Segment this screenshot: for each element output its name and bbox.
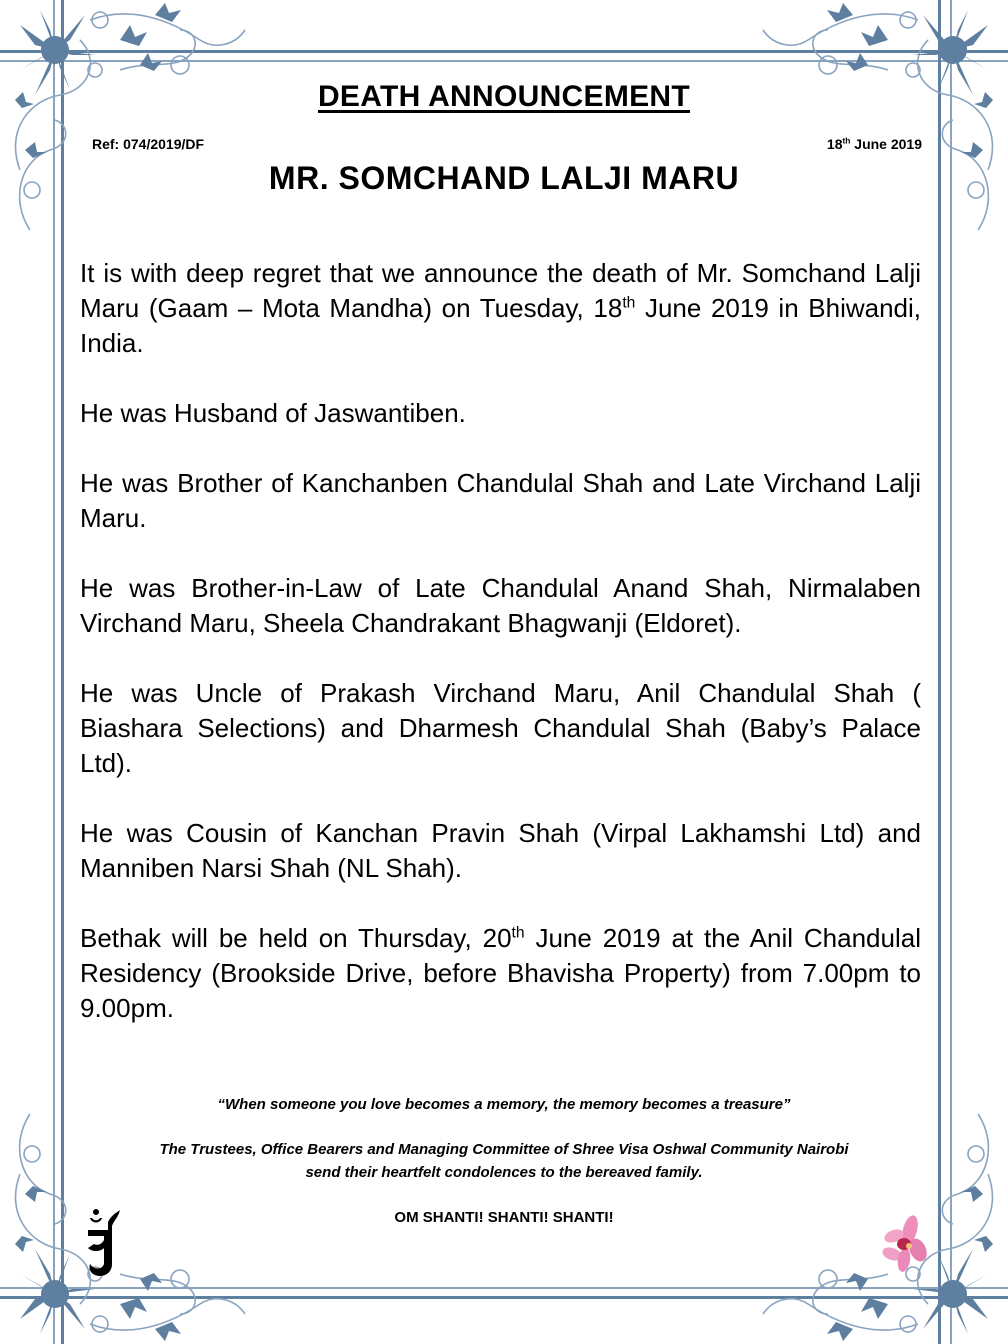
- deceased-name: MR. SOMCHAND LALJI MARU: [268, 160, 740, 196]
- paragraph-text: Bethak will be held on Thursday, 20: [80, 923, 512, 953]
- date-day: 18: [826, 136, 843, 152]
- announcement-body: [80, 256, 921, 1061]
- floral-corner-top-right-icon: [758, 0, 1008, 250]
- paragraph-bethak: [80, 921, 921, 1026]
- jain-om-symbol-icon: [82, 1204, 122, 1278]
- pink-orchid-flower-icon: [878, 1214, 932, 1274]
- paragraph-in-laws: He was Brother-in-Law of Late Chandulal Anand Shah, Nirmalaben Virchand Maru, Sheela Chandrakant Bhagwanji (Eldoret).: [80, 573, 921, 638]
- floral-corner-top-left-icon: [0, 0, 250, 250]
- paragraph-siblings: He was Brother of Kanchanben Chandulal Shah and Late Virchand Lalji Maru.: [80, 468, 921, 533]
- announcement-date: [827, 136, 922, 152]
- paragraph-text: June 2019 in Bhiwandi, India.: [80, 293, 922, 358]
- condolence-line-1: The Trustees, Office Bearers and Managing Committee of Shree Visa Oshwal Community Nairobi: [159, 1141, 849, 1158]
- ordinal-suffix: th: [622, 294, 636, 312]
- condolence-line-2: send their heartfelt condolences to the bereaved family.: [305, 1164, 703, 1181]
- paragraph-cousins: He was Cousin of Kanchan Pravin Shah (Virpal Lakhamshi Ltd) and Manniben Narsi Shah (NL Shah).: [80, 818, 921, 883]
- paragraph-nephews: He was Uncle of Prakash Virchand Maru, Anil Chandulal Shah ( Biashara Selections) and Dharmesh Chandulal Shah (Baby’s Palace Ltd).: [80, 678, 921, 778]
- paragraph-text: June 2019 at the Anil Chandulal Residency (Brookside Drive, before Bhavisha Property) from 7.00pm to 9.00pm.: [80, 923, 921, 1023]
- date-month-year: June 2019: [850, 136, 922, 152]
- document-title: DEATH ANNOUNCEMENT: [317, 80, 691, 113]
- condolence-message: [0, 1138, 1008, 1184]
- reference-number: Ref: 074/2019/DF: [92, 136, 205, 152]
- memorial-quote: “When someone you love becomes a memory, the memory becomes a treasure”: [217, 1096, 791, 1113]
- paragraph-death-notice: [80, 256, 921, 361]
- ordinal-suffix: th: [511, 924, 525, 942]
- date-suffix: th: [842, 135, 851, 146]
- paragraph-spouse: He was Husband of Jaswantiben.: [80, 398, 466, 428]
- paragraph-text: It is with deep regret that we announce the death of Mr. Somchand Lalji Maru (Gaam – Mota Mandha) on Tuesday, 18: [80, 258, 921, 323]
- om-shanti-text: OM SHANTI! SHANTI! SHANTI!: [394, 1209, 614, 1226]
